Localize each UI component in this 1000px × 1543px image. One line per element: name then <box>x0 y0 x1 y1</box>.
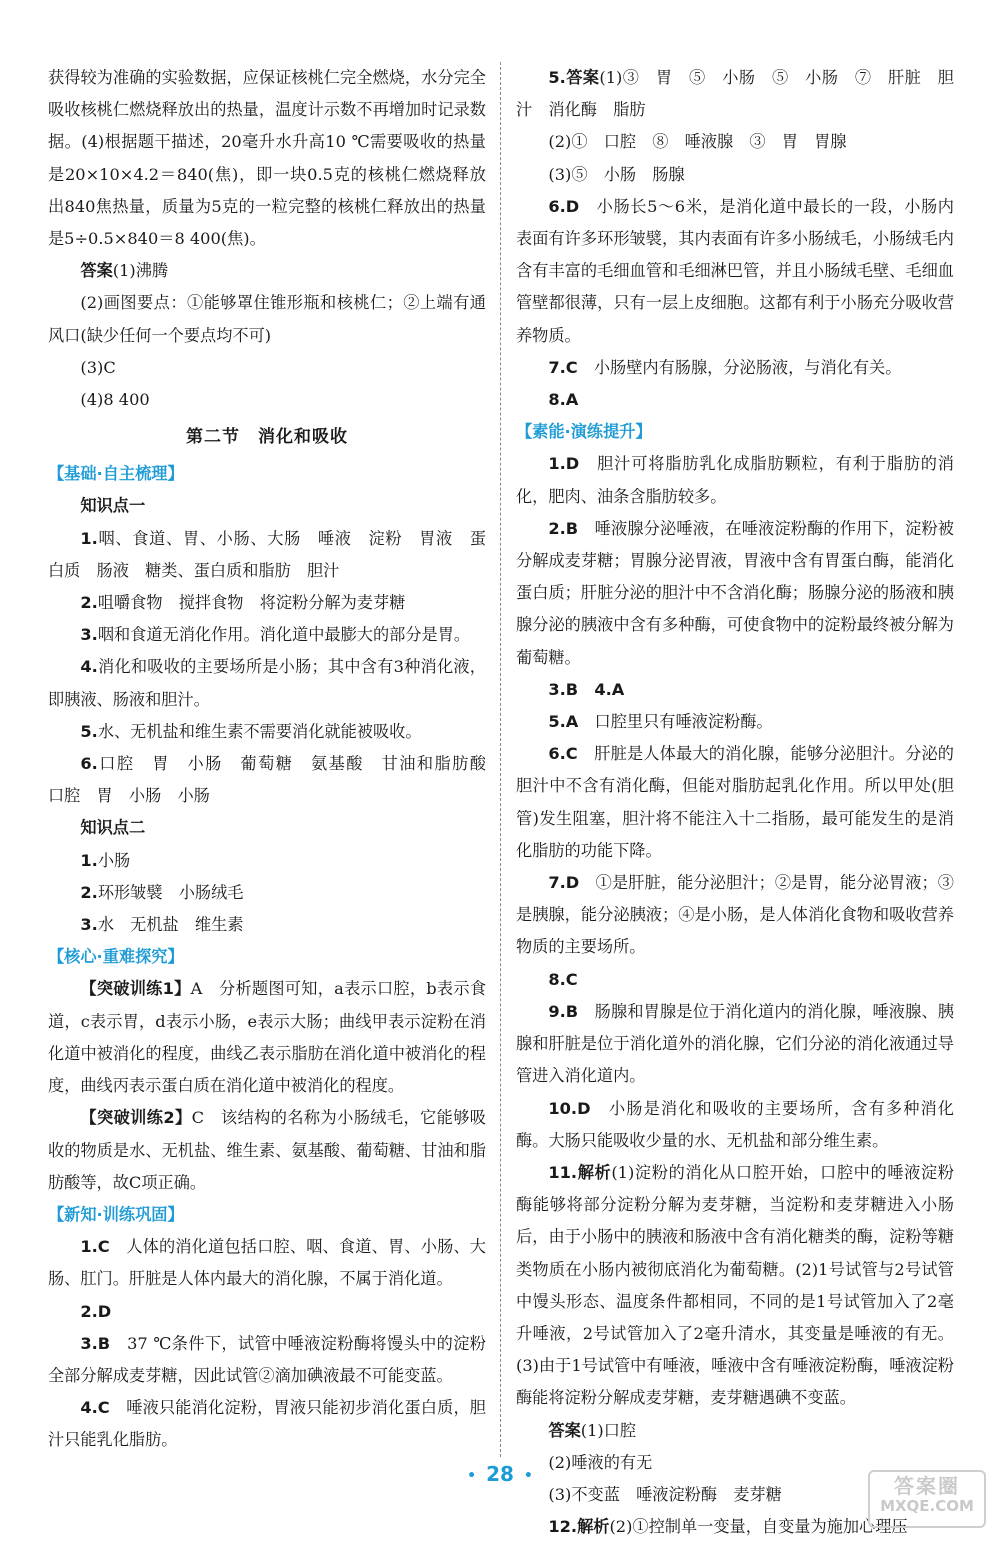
list-item: 8.A <box>548 390 579 410</box>
list-item: 11.解析(1)淀粉的消化从口腔开始，口腔中的唾液淀粉酶能够将部分淀粉分解为麦芽糖，当淀粉和麦芽糖进入小肠后，由于小肠中的胰液和肠液中含有消化糖类的酶，淀粉等糖类物质在小肠内被彻底消化为葡萄糖。(2)1号试管与2号试管中馒头形态、温度条件都相同，不同的是1号试管加入了2毫升唾液，2号试管加入了2毫升清水，其变量是唾液的有无。(3)由于1号试管中有唾液，唾液中含有唾液淀粉酶，唾液淀粉酶能将淀粉分解成麦芽糖，麦芽糖遇碘不变蓝。 <box>516 1162 954 1408</box>
section-heading: 【基础·自主梳理】 <box>48 464 184 484</box>
page-number: • 28 • <box>467 1462 533 1486</box>
list-item: 7.D ①是肝脏，能分泌胆汁；②是胃，能分泌胃液；③是胰腺，能分泌胰液；④是小肠，是人体消化食物和吸收营养物质的主要场所。 <box>516 873 954 957</box>
answer-line: (3)⑤ 小肠 肠腺 <box>548 164 685 184</box>
list-item: 2.环形皱襞 小肠绒毛 <box>80 882 244 902</box>
list-item: 2.咀嚼食物 搅拌食物 将淀粉分解为麦芽糖 <box>80 593 406 613</box>
list-item: 【突破训练2】C 该结构的名称为小肠绒毛，它能够吸收的物质是水、无机盐、维生素、氨基酸、葡萄糖、甘油和脂肪酸等，故C项正确。 <box>48 1108 486 1192</box>
list-item: 2.D <box>80 1301 112 1321</box>
list-item: 3.水 无机盐 维生素 <box>80 915 244 935</box>
list-item: 4.消化和吸收的主要场所是小肠；其中含有3种消化液，即胰液、肠液和胆汁。 <box>48 657 486 709</box>
list-item: 5.答案(1)③ 胃 ⑤ 小肠 ⑤ 小肠 ⑦ 肝脏 胆汁 消化酶 脂肪 <box>516 68 954 120</box>
section-heading: 【新知·训练巩固】 <box>48 1204 184 1224</box>
answer-line: 答案(1)口腔 <box>548 1420 637 1440</box>
list-item: 1.C 人体的消化道包括口腔、咽、食道、胃、小肠、大肠、肛门。肝脏是人体内最大的消化腺，不属于消化道。 <box>48 1237 486 1289</box>
list-item: 2.B 唾液腺分泌唾液，在唾液淀粉酶的作用下，淀粉被分解成麦芽糖；胃腺分泌胃液，胃液中含有胃蛋白酶，能消化蛋白质；肝脏分泌的胆汁中不含消化酶；肠腺分泌的肠液和胰腺分泌的胰液中含有多种酶，可使食物中的淀粉最终被分解为葡萄糖。 <box>516 518 954 667</box>
list-item: 7.C 小肠壁内有肠腺，分泌肠液，与消化有关。 <box>548 357 902 377</box>
list-item: 12.解析(2)①控制单一变量，自变量为施加心理压 <box>548 1517 908 1537</box>
column-divider <box>500 62 501 1457</box>
list-item: 1.咽、食道、胃、小肠、大肠 唾液 淀粉 胃液 蛋白质 肠液 糖类、蛋白质和脂肪 胆汁 <box>48 528 486 580</box>
answer-line: (4)8 400 <box>80 390 150 410</box>
paragraph: 获得较为准确的实验数据，应保证核桃仁完全燃烧，水分完全吸收核桃仁燃烧释放出的热量，温度计示数不再增加时记录数据。(4)根据题干描述，20毫升水升高10 ℃需要吸收的热量是20×10×4.2＝840(焦)，即一块0.5克的核桃仁燃烧释放出840焦热量，质量为5克的一粒完整的核桃仁释放出的热量是5÷0.5×840＝8 400(焦)。 <box>48 68 486 249</box>
list-item: 【突破训练1】A 分析题图可知，a表示口腔，b表示食道，c表示胃，d表示小肠，e表示大肠；曲线甲表示淀粉在消化道中被消化的程度，曲线乙表示脂肪在消化道中被消化的程度，曲线丙表示蛋白质在消化道中被消化的程度。 <box>48 979 487 1096</box>
right-column <box>516 62 954 1543</box>
answer-line: (2)① 口腔 ⑧ 唾液腺 ③ 胃 胃腺 <box>548 132 847 152</box>
list-item: 5.A 口腔里只有唾液淀粉酶。 <box>548 712 773 732</box>
list-item: 1.D 胆汁可将脂肪乳化成脂肪颗粒，有利于脂肪的消化，肥肉、油条含脂肪较多。 <box>516 454 954 506</box>
section-heading: 【素能·演练提升】 <box>516 422 652 442</box>
answer-line: 答案(1)沸腾 <box>80 261 169 281</box>
list-item: 4.C 唾液只能消化淀粉，胃液只能初步消化蛋白质，胆汁只能乳化脂肪。 <box>48 1398 486 1450</box>
answer-line: (3)不变蓝 唾液淀粉酶 麦芽糖 <box>548 1484 782 1504</box>
list-item: 5.水、无机盐和维生素不需要消化就能被吸收。 <box>80 721 422 741</box>
list-item: 3.B 4.A <box>548 679 625 699</box>
subheading: 知识点二 <box>80 818 146 838</box>
list-item: 3.B 37 ℃条件下，试管中唾液淀粉酶将馒头中的淀粉全部分解成麦芽糖，因此试管②滴加碘液最不可能变蓝。 <box>48 1333 486 1385</box>
list-item: 6.D 小肠长5～6米，是消化道中最长的一段，小肠内表面有许多环形皱襞，其内表面有许多小肠绒毛，小肠绒毛内含有丰富的毛细血管和毛细淋巴管，并且小肠绒毛壁、毛细血管壁都很薄，只有一层上皮细胞。这都有利于小肠充分吸收营养物质。 <box>516 196 954 345</box>
answer-line: (2)唾液的有无 <box>548 1452 653 1472</box>
section-heading: 【核心·重难探究】 <box>48 947 184 967</box>
watermark-logo: 答案圈 MXQE.COM <box>868 1470 986 1528</box>
list-item: 1.小肠 <box>80 850 131 870</box>
answer-line: (3)C <box>80 357 116 377</box>
answer-line: (2)画图要点：①能够罩住锥形瓶和核桃仁；②上端有通风口(缺少任何一个要点均不可) <box>48 293 486 345</box>
subheading: 知识点一 <box>80 496 146 516</box>
list-item: 6.口腔 胃 小肠 葡萄糖 氨基酸 甘油和脂肪酸 口腔 胃 小肠 小肠 <box>48 754 503 806</box>
list-item: 10.D 小肠是消化和吸收的主要场所，含有多种消化酶。大肠只能吸收少量的水、无机盐和部分维生素。 <box>516 1098 954 1150</box>
list-item: 8.C <box>548 969 578 989</box>
list-item: 9.B 肠腺和胃腺是位于消化道内的消化腺，唾液腺、胰腺和肝脏是位于消化道外的消化腺，它们分泌的消化液通过导管进入消化道内。 <box>516 1001 954 1086</box>
list-item: 6.C 肝脏是人体最大的消化腺，能够分泌胆汁。分泌的胆汁中不含有消化酶，但能对脂肪起乳化作用。所以甲处(胆管)发生阻塞，胆汁将不能注入十二指肠，最可能发生的是消化脂肪的功能下降。 <box>516 744 954 860</box>
section-title: 第二节 消化和吸收 <box>186 427 348 448</box>
left-column <box>48 62 503 1457</box>
list-item: 3.咽和食道无消化作用。消化道中最膨大的部分是胃。 <box>80 625 471 645</box>
